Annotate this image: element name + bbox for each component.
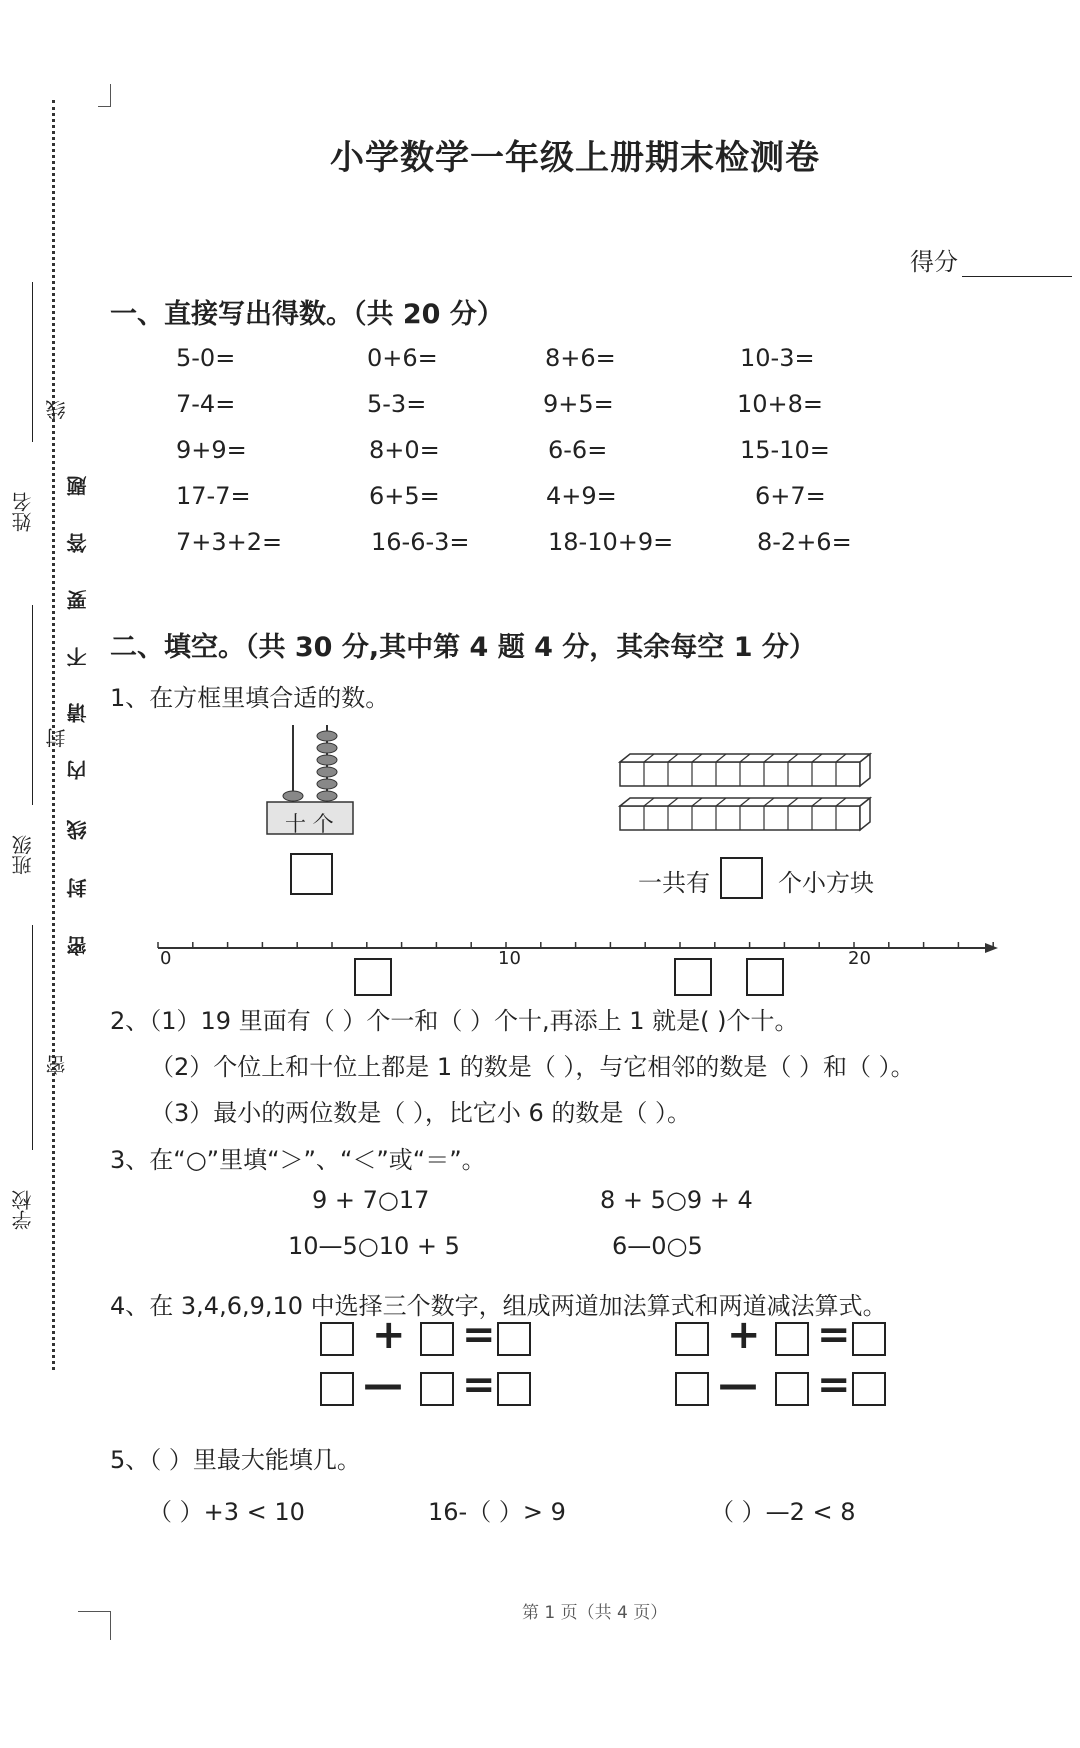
q5-item: （ ）—2 < 8: [710, 1498, 856, 1526]
q3-item: 9 + 7○17: [312, 1186, 430, 1214]
q2-line2: （2）个位上和十位上都是 1 的数是（ ），与它相邻的数是（ ）和（ ）。: [150, 1053, 915, 1081]
number-line: [150, 930, 1000, 970]
page-title: 小学数学一年级上册期末检测卷: [330, 138, 820, 178]
block-row: [620, 798, 870, 830]
q4-box[interactable]: [497, 1372, 531, 1406]
score-blank[interactable]: [962, 254, 1072, 277]
equation: 10+8=: [737, 390, 824, 418]
blocks-text-after: 个小方块: [778, 869, 874, 897]
equation: 8-2+6=: [757, 528, 852, 556]
q4-box[interactable]: [675, 1322, 709, 1356]
equation: 10-3=: [740, 344, 815, 372]
equation: 17-7=: [176, 482, 251, 510]
q4-box[interactable]: [420, 1372, 454, 1406]
section1-heading: 一、直接写出得数。（共 20 分）: [110, 299, 504, 330]
q4-minus: —: [363, 1362, 403, 1408]
number-line-box[interactable]: [674, 958, 712, 996]
equation: 0+6=: [367, 344, 438, 372]
q4-box[interactable]: [775, 1322, 809, 1356]
q4-box[interactable]: [497, 1322, 531, 1356]
equation: 7+3+2=: [176, 528, 283, 556]
equation: 6+7=: [755, 482, 826, 510]
q4-box[interactable]: [320, 1322, 354, 1356]
q4-plus: +: [372, 1312, 406, 1358]
q4-box[interactable]: [420, 1322, 454, 1356]
seal-char-nei: 内: [66, 760, 90, 780]
q4-equals: =: [817, 1362, 851, 1408]
q4-equals: =: [462, 1312, 496, 1358]
q4-box[interactable]: [852, 1372, 886, 1406]
seal-char-qing: 请: [66, 703, 90, 723]
corner-mark-top: [98, 84, 111, 107]
school-underline: [32, 925, 33, 1150]
equation: 6+5=: [369, 482, 440, 510]
score-field: [910, 242, 1072, 277]
abacus-bead-ones: [317, 755, 337, 765]
q4-plus: +: [727, 1312, 761, 1358]
q5-item: （ ）+3 < 10: [148, 1498, 305, 1526]
abacus-bead-tens: [283, 791, 303, 801]
equation: 18-10+9=: [548, 528, 674, 556]
q1-text: 1、在方框里填合适的数。: [110, 684, 390, 712]
equation: 5-0=: [176, 344, 236, 372]
seal-char-ti: 题: [66, 476, 90, 496]
abacus-answer-box[interactable]: [290, 853, 333, 895]
blocks-figure: [615, 750, 875, 835]
number-line-label-20: 20: [848, 948, 871, 969]
page-footer: 第 1 页（共 4 页）: [522, 1603, 668, 1623]
q3-item: 10—5○10 + 5: [288, 1232, 460, 1260]
q3-item: 6—0○5: [612, 1232, 703, 1260]
q5-item: 16-（ ）> 9: [428, 1498, 566, 1526]
abacus-bead-ones: [317, 791, 337, 801]
q2-line3: （3）最小的两位数是（ ），比它小 6 的数是（ ）。: [150, 1099, 692, 1127]
abacus-label: 十 个: [285, 812, 334, 836]
q4-equals: =: [817, 1312, 851, 1358]
equation: 5-3=: [367, 390, 427, 418]
equation: 9+5=: [543, 390, 614, 418]
q4-minus: —: [718, 1362, 758, 1408]
q4-equals: =: [462, 1362, 496, 1408]
q4-box[interactable]: [320, 1372, 354, 1406]
blocks-text-before: 一共有: [638, 869, 710, 897]
score-label: 得分: [910, 248, 958, 276]
school-label: 学校: [11, 1190, 35, 1230]
seal-char-mi2: 密: [66, 936, 90, 956]
seal-char-feng: 封: [45, 728, 69, 748]
seal-char-bu: 不: [66, 647, 90, 667]
abacus-bead-ones: [317, 779, 337, 789]
blocks-answer-box[interactable]: [720, 857, 763, 899]
number-line-arrow: [985, 943, 998, 953]
class-label: 班级: [11, 835, 35, 875]
q2-line1: 2、（1）19 里面有（ ）个一和（ ）个十,再添上 1 就是( )个十。: [110, 1007, 799, 1035]
abacus-bead-ones: [317, 743, 337, 753]
corner-mark-bottom: [78, 1611, 111, 1640]
abacus-bead-ones: [317, 767, 337, 777]
equation: 4+9=: [546, 482, 617, 510]
equation: 15-10=: [740, 436, 830, 464]
equation: 8+0=: [369, 436, 440, 464]
number-line-label-10: 10: [498, 948, 521, 969]
seal-char-feng2: 封: [66, 878, 90, 898]
equation: 7-4=: [176, 390, 236, 418]
section2-heading: 二、填空。（共 30 分,其中第 4 题 4 分，其余每空 1 分）: [110, 632, 816, 663]
q3-item: 8 + 5○9 + 4: [600, 1186, 753, 1214]
equation: 6-6=: [548, 436, 608, 464]
equation: 9+9=: [176, 436, 247, 464]
class-underline: [32, 605, 33, 805]
number-line-box[interactable]: [746, 958, 784, 996]
number-line-label-0: 0: [160, 948, 172, 969]
seal-char-xian: 线: [66, 820, 90, 840]
seal-char-da: 答: [66, 533, 90, 553]
q5-text: 5、（ ）里最大能填几。: [110, 1446, 361, 1474]
q4-box[interactable]: [775, 1372, 809, 1406]
q3-text: 3、在“○”里填“＞”、“＜”或“＝”。: [110, 1146, 486, 1174]
name-underline: [32, 282, 33, 442]
abacus-bead-ones: [317, 731, 337, 741]
q4-box[interactable]: [852, 1322, 886, 1356]
seal-char-line-top: 线: [45, 400, 69, 420]
q4-box[interactable]: [675, 1372, 709, 1406]
number-line-box[interactable]: [354, 958, 392, 996]
seal-char-mi: 密: [45, 1055, 69, 1075]
q4-text: 4、在 3,4,6,9,10 中选择三个数字，组成两道加法算式和两道减法算式。: [110, 1292, 887, 1320]
block-row: [620, 754, 870, 786]
equation: 16-6-3=: [371, 528, 470, 556]
equation: 8+6=: [545, 344, 616, 372]
name-label: 姓名: [11, 492, 35, 532]
seal-char-yao: 要: [66, 590, 90, 610]
